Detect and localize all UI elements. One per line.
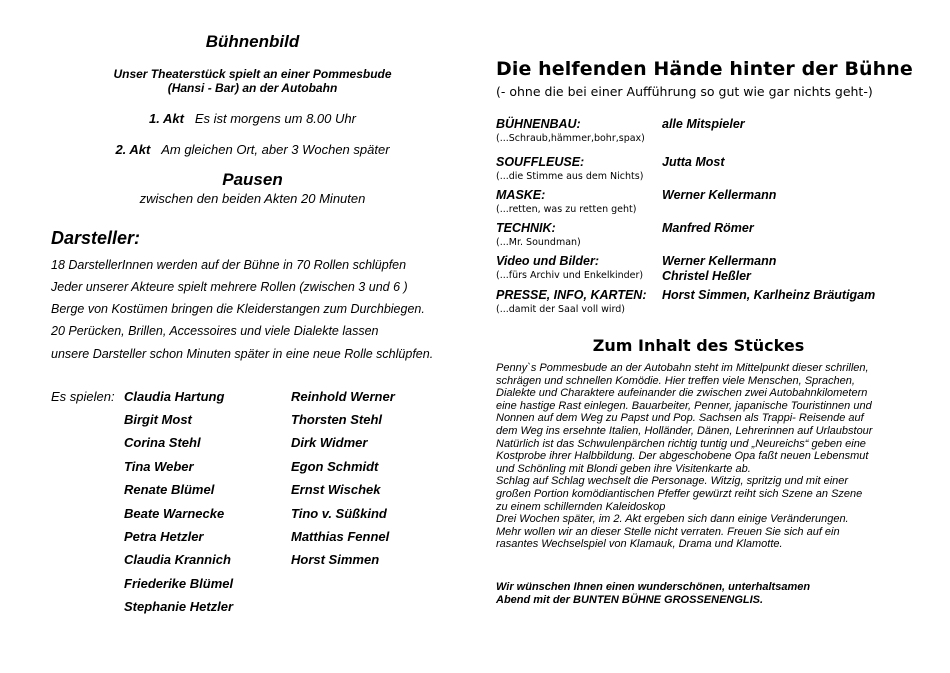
- inhalt-line: Schlag auf Schlag wechselt die Personage. Witzig, spritzig und mit einer: [496, 475, 849, 488]
- helpers-subtitle: (- ohne die bei einer Aufführung so gut wie gar nichts geht-): [496, 84, 873, 99]
- helpers-title: Die helfenden Hände hinter der Bühne: [496, 58, 913, 80]
- helper-role: Video und Bilder:: [496, 254, 600, 268]
- inhalt-line: zu einem schillernden Kaleidoskop: [496, 500, 666, 513]
- helper-person: Jutta Most: [662, 155, 725, 169]
- darsteller-line: Jeder unserer Akteure spielt mehrere Rollen (zwischen 3 und 6 ): [51, 280, 408, 294]
- helper-person: Christel Heßler: [662, 269, 751, 283]
- helper-role-note: (...Mr. Soundman): [496, 237, 581, 248]
- helper-role: TECHNIK:: [496, 221, 556, 235]
- darsteller-line: Berge von Kostümen bringen die Kleiderstangen zum Durchbiegen.: [51, 302, 425, 316]
- cast-member: Reinhold Werner: [291, 389, 395, 404]
- cast-member: Renate Blümel: [124, 482, 215, 497]
- inhalt-line: dem Weg ins ersehnte Italien, Holländer, Dänen, Lehrerinnen auf Urlaubstour: [496, 424, 873, 437]
- cast-member: Claudia Hartung: [124, 389, 225, 404]
- akt2-label: 2. Akt: [115, 142, 151, 157]
- cast-member: Petra Hetzler: [124, 529, 204, 544]
- cast-member: Thorsten Stehl: [291, 412, 383, 427]
- cast-member: Corina Stehl: [124, 435, 201, 450]
- pausen-title: Pausen: [222, 170, 283, 189]
- darsteller-line: 20 Perücken, Brillen, Accessoires und viele Dialekte lassen: [51, 324, 379, 338]
- cast-member: Horst Simmen: [291, 552, 380, 567]
- inhalt-line: Dialekte und Charaktere aufeinander die zwischen zwei Autobahnkilometern: [496, 387, 868, 400]
- cast-member: Dirk Widmer: [291, 435, 368, 450]
- helper-person: Werner Kellermann: [662, 188, 777, 202]
- setting-intro: [0, 67, 505, 95]
- helper-person: Horst Simmen, Karlheinz Bräutigam: [662, 288, 876, 302]
- inhalt-line: Natürlich ist das Schwulenpärchen richtig tuntig und „Neureichs“ geben eine: [496, 437, 866, 450]
- akt2-line: [0, 142, 505, 157]
- inhalt-line: großen Portion komödiantischen Pfeffer gewürzt reiht sich Szene an Szene: [496, 487, 863, 500]
- akt1-text: Es ist morgens um 8.00 Uhr: [194, 111, 356, 126]
- helper-role-note: (...damit der Saal voll wird): [496, 304, 626, 315]
- cast-member: Egon Schmidt: [291, 459, 379, 474]
- inhalt-line: und Schönling mit Blondi geben ihre Visitenkarte ab.: [496, 462, 751, 475]
- inhalt-line: Penny`s Pommesbude an der Autobahn steht im Mittelpunkt dieser schrillen,: [496, 362, 869, 374]
- inhalt-line: Kostprobe ihrer Halbbildung. Der abgeschobene Opa faßt neuen Lebensmut: [496, 450, 869, 463]
- helper-role: MASKE:: [496, 188, 546, 202]
- inhalt-line: rasantes Wechselspiel von Klamauk, Drama und Klamotte.: [496, 538, 783, 551]
- closing-line1: Wir wünschen Ihnen einen wunderschönen, unterhaltsamen: [496, 581, 811, 593]
- helper-role-note: (...retten, was zu retten geht): [496, 204, 637, 215]
- darsteller-line: unsere Darsteller schon Minuten später in eine neue Rolle schlüpfen.: [51, 347, 434, 361]
- akt1-line: [0, 111, 505, 126]
- closing-line2: Abend mit der BUNTEN BÜHNE GROSSENENGLIS.: [496, 594, 764, 606]
- helper-role-note: (...fürs Archiv und Enkelkinder): [496, 270, 644, 281]
- cast-member: Tina Weber: [124, 459, 194, 474]
- inhalt-line: Drei Wochen später, im 2. Akt ergeben sich dann einige Veränderungen.: [496, 513, 849, 526]
- inhalt-title: Zum Inhalt des Stückes: [592, 336, 805, 355]
- cast-member: Stephanie Hetzler: [124, 599, 234, 614]
- pausen-text: zwischen den beiden Akten 20 Minuten: [139, 191, 366, 206]
- inhalt-line: schrägen und schnellen Komödie. Hier treffen viele Menschen, Sprachen,: [496, 374, 855, 387]
- cast-member: Ernst Wischek: [291, 482, 381, 497]
- helper-role: BÜHNENBAU:: [496, 117, 581, 131]
- helper-person: Werner Kellermann: [662, 254, 777, 268]
- akt2-text: Am gleichen Ort, aber 3 Wochen später: [161, 142, 390, 157]
- cast-member: Tino v. Süßkind: [291, 506, 387, 521]
- helper-person: Manfred Römer: [662, 221, 754, 235]
- inhalt-text: [496, 362, 906, 551]
- cast-label: Es spielen:: [51, 389, 115, 404]
- cast-member: Birgit Most: [124, 412, 192, 427]
- darsteller-line: 18 DarstellerInnen werden auf der Bühne in 70 Rollen schlüpfen: [51, 258, 407, 272]
- helper-person: alle Mitspieler: [662, 117, 745, 131]
- setting-intro-line1: Unser Theaterstück spielt an einer Pommesbude: [113, 67, 392, 81]
- inhalt-line: Nonnen auf dem Weg zu Papst und Pop. Sachsen als Trappi- Reisende auf: [496, 412, 864, 425]
- inhalt-line: eine hastige Rast einlegen. Bauarbeiter, Penner, japanische Touristinnen und: [496, 399, 872, 412]
- helper-role: PRESSE, INFO, KARTEN:: [496, 288, 647, 302]
- darsteller-title: Darsteller:: [51, 228, 141, 248]
- akt1-label: 1. Akt: [149, 111, 184, 126]
- cast-member: Beate Warnecke: [124, 506, 225, 521]
- buehnenbild-title: Bühnenbild: [205, 32, 300, 51]
- setting-intro-line2: (Hansi - Bar) an der Autobahn: [167, 81, 338, 95]
- helper-role-note: (...die Stimme aus dem Nichts): [496, 171, 644, 182]
- cast-member: Claudia Krannich: [124, 552, 231, 567]
- cast-member: Matthias Fennel: [291, 529, 390, 544]
- helper-role-note: (...Schraub,hämmer,bohr,spax): [496, 133, 645, 144]
- cast-member: Friederike Blümel: [124, 576, 234, 591]
- helper-role: SOUFFLEUSE:: [496, 155, 585, 169]
- inhalt-line: Mehr wollen wir an dieser Stelle nicht verraten. Freuen Sie sich auf ein: [496, 525, 840, 538]
- closing-text: [496, 581, 906, 607]
